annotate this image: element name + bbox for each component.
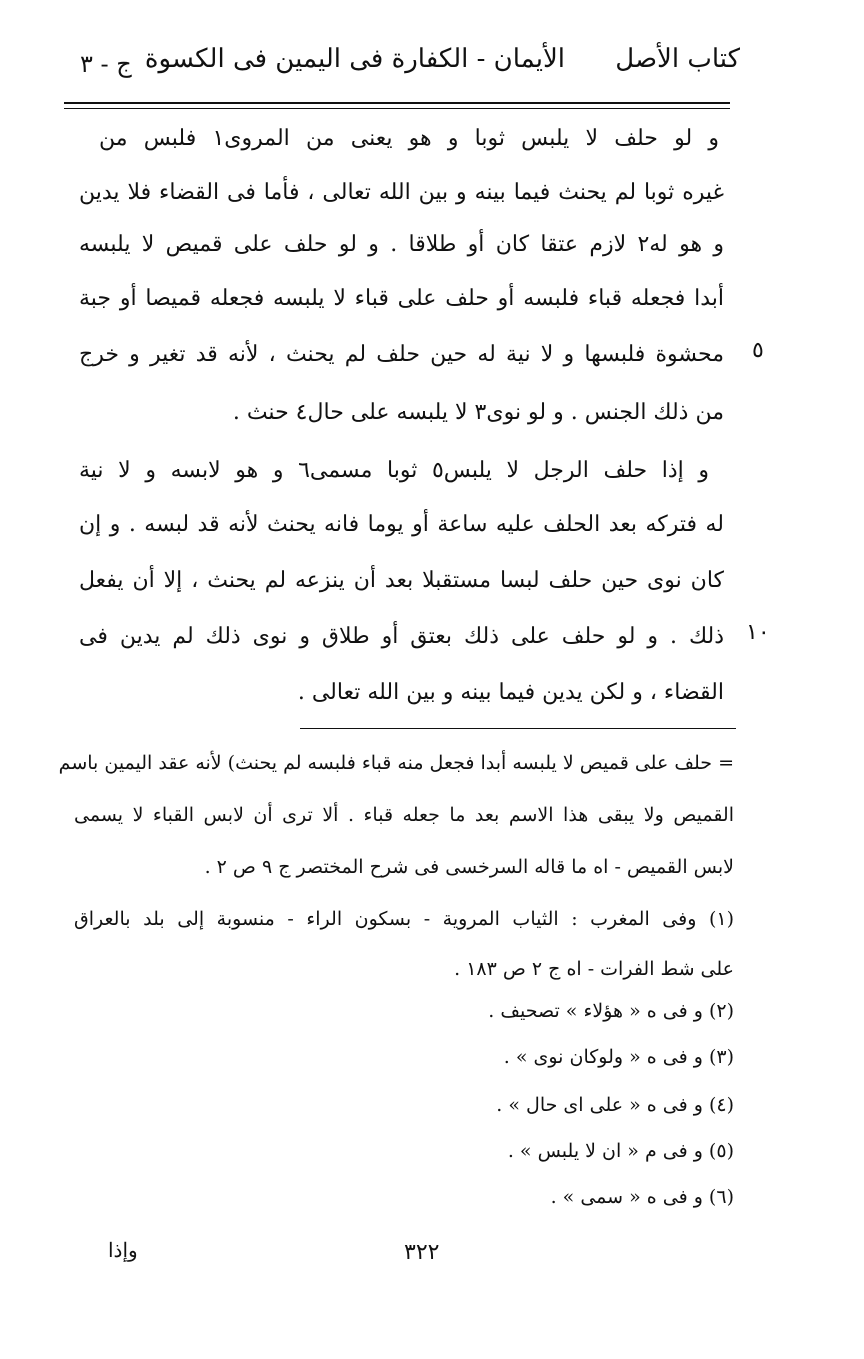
body-line: القضاء ، و لكن يدين فيما بينه و بين الله تعالى . bbox=[297, 680, 724, 705]
header-rule-thick bbox=[64, 102, 730, 104]
body-line: من ذلك الجنس . و لو نوى٣ لا يلبسه على حال٤ حنث . bbox=[232, 400, 724, 425]
footnote-line: على شط الفرات - اه ج ٢ ص ١٨٣ . bbox=[454, 958, 734, 980]
body-line: و لو حلف لا يلبس ثوبا و هو يعنى من المروى١ فلبس من bbox=[99, 126, 719, 151]
footnote-separator bbox=[300, 728, 736, 729]
body-line: له فتركه بعد الحلف عليه ساعة أو يوما فانه يحنث لأنه قد لبسه . و إن bbox=[79, 512, 724, 537]
footnote-line: (٦) و فى ه « سمى » . bbox=[550, 1186, 734, 1208]
header-rule-thin bbox=[64, 108, 730, 109]
footnote-line: (٤) و فى ه « على اى حال » . bbox=[496, 1094, 734, 1116]
body-line: ذلك . و لو حلف على ذلك بعتق أو طلاق و نوى ذلك لم يدين فى bbox=[79, 624, 724, 649]
running-header bbox=[60, 40, 740, 90]
line-number: ١٠ bbox=[746, 620, 770, 645]
footnote-line: = حلف على قميص لا يلبسه أبدا فجعل منه قباء فلبسه لم يحنث) لأنه عقد اليمين باسم bbox=[58, 752, 734, 774]
body-line: محشوة فلبسها و لا نية له حين حلف لم يحنث ، لأنه قد تغير و خرج bbox=[79, 342, 724, 367]
line-number: ٥ bbox=[752, 338, 764, 363]
footnote-line: (٣) و فى ه « ولوكان نوى » . bbox=[503, 1046, 734, 1068]
body-line: و هو له٢ لازم عتقا كان أو طلاقا . و لو حلف على قميص لا يلبسه bbox=[79, 232, 724, 257]
footnote-line: (٢) و فى ه « هؤلاء » تصحيف . bbox=[488, 1000, 734, 1022]
book-title: كتاب الأصل bbox=[615, 44, 740, 74]
footnote-line: (١) وفى المغرب : الثياب المروية - بسكون الراء - منسوبة إلى بلد بالعراق bbox=[74, 908, 734, 930]
catchword: وإذا bbox=[108, 1238, 138, 1262]
page-number: ٣٢٢ bbox=[404, 1240, 440, 1265]
footnote-line: (٥) و فى م « ان لا يلبس » . bbox=[507, 1140, 734, 1162]
chapter-title: الأيمان - الكفارة فى اليمين فى الكسوة bbox=[144, 44, 565, 74]
body-line: كان نوى حين حلف لبسا مستقبلا بعد أن ينزعه لم يحنث ، إلا أن يفعل bbox=[79, 568, 724, 593]
footnote-line: القميص ولا يبقى هذا الاسم بعد ما جعله قباء . ألا ترى أن لابس القباء لا يسمى bbox=[74, 804, 734, 826]
footnote-line: لابس القميص - اه ما قاله السرخسى فى شرح المختصر ج ٩ ص ٢ . bbox=[204, 856, 734, 878]
body-line: غيره ثوبا لم يحنث فيما بينه و بين الله تعالى ، فأما فى القضاء فلا يدين bbox=[79, 180, 724, 205]
body-line: و إذا حلف الرجل لا يلبس٥ ثوبا مسمى٦ و هو لابسه و لا نية bbox=[79, 458, 709, 483]
volume-label: ج - ٣ bbox=[80, 50, 132, 78]
body-line: أبدا فجعله قباء فلبسه أو حلف على قباء لا يلبسه فجعله قميصا أو جبة bbox=[79, 286, 724, 311]
